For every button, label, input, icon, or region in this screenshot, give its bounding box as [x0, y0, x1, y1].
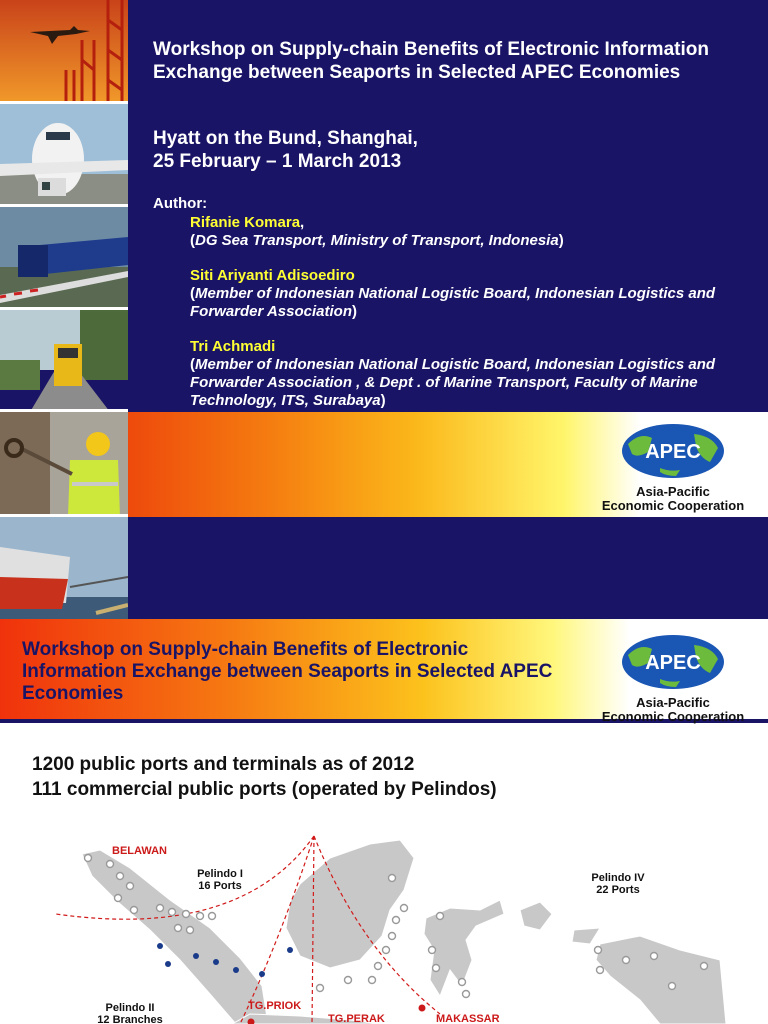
photo-jet-tarmac [0, 104, 128, 207]
apec-caption-2-2: Economic Cooperation [601, 709, 745, 724]
apec-logo [588, 422, 758, 513]
author-2-name: Siti Ariyanti Adisoediro [190, 267, 355, 284]
apec-caption-2: Economic Cooperation [601, 498, 745, 513]
pelindo1-name: Pelindo I [197, 868, 243, 880]
apec-globe-icon [620, 422, 726, 480]
author-3-affiliation: Member of Indonesian National Logistic Board, Indonesian Logistics and Forwarder Association , & Dept . of Marine Transport, Faculty of Marine Technology, ITS, Surabaya [190, 356, 716, 409]
ports-map [0, 810, 768, 1024]
stat-commercial-ports: 111 commercial public ports (operated by Pelindos) [32, 779, 497, 800]
apec-mark: APEC [645, 441, 701, 463]
slide1-title: Workshop on Supply-chain Benefits of Electronic Information Exchange between Seaports in Selected APEC Economies [153, 39, 709, 83]
slide2-title: Workshop on Supply-chain Benefits of Electronic Information Exchange between Seaports in Selected APEC Economies [22, 639, 553, 704]
label-makassar: MAKASSAR [436, 1013, 500, 1024]
slide1-venue [153, 127, 418, 173]
author-label: Author: [153, 195, 208, 212]
apec-caption-1: Asia-Pacific [636, 484, 710, 499]
label-tgpriok: TG.PRIOK [248, 1000, 302, 1012]
pelindo4-name: Pelindo IV [591, 872, 645, 884]
photo-worker [0, 412, 128, 517]
author-2: Siti Ariyanti Adisoediro (Member of Indonesian National Logistic Board, Indonesian Logistics and Forwarder Association) [190, 267, 760, 321]
label-pelindo4 [578, 872, 658, 896]
author-1-name: Rifanie Komara [190, 214, 301, 231]
stat-public-ports: 1200 public ports and terminals as of 2012 [32, 754, 415, 775]
author-1-affiliation: DG Sea Transport, Ministry of Transport, Indonesia [195, 232, 559, 249]
venue-line-1: Hyatt on the Bund, Shanghai, [153, 128, 418, 149]
pelindo2-count: 12 Branches [97, 1014, 163, 1024]
photo-airplane-cranes [0, 0, 128, 104]
photo-train [0, 207, 128, 310]
label-pelindo1 [180, 868, 260, 892]
pelindo4-count: 22 Ports [596, 884, 640, 896]
venue-line-2: 25 February – 1 March 2013 [153, 151, 402, 172]
author-3: Tri Achmadi (Member of Indonesian National Logistic Board, Indonesian Logistics and Forwarder Association , & Dept . of Marine Transport, Faculty of Marine Technology, ITS, Surabaya) [190, 338, 760, 410]
apec-caption-2-1: Asia-Pacific [636, 695, 710, 710]
apec-logo-2 [588, 633, 758, 724]
apec-mark-2: APEC [645, 652, 701, 674]
pelindo1-count: 16 Ports [198, 880, 242, 892]
author-1-name-suffix: , [300, 214, 305, 231]
apec-globe-icon [620, 633, 726, 691]
photo-ship [0, 517, 128, 620]
label-belawan: BELAWAN [112, 845, 167, 857]
label-pelindo2 [88, 1002, 172, 1024]
author-1: Rifanie Komara, (DG Sea Transport, Ministry of Transport, Indonesia) [190, 214, 564, 249]
pelindo2-name: Pelindo II [105, 1002, 155, 1014]
label-tgperak: TG.PERAK [328, 1013, 385, 1024]
indonesia-map [0, 810, 768, 1024]
photo-truck [0, 310, 128, 412]
photo-strip [0, 0, 128, 620]
author-2-affiliation: Member of Indonesian National Logistic Board, Indonesian Logistics and Forwarder Association [190, 285, 716, 320]
author-3-name: Tri Achmadi [190, 338, 276, 355]
